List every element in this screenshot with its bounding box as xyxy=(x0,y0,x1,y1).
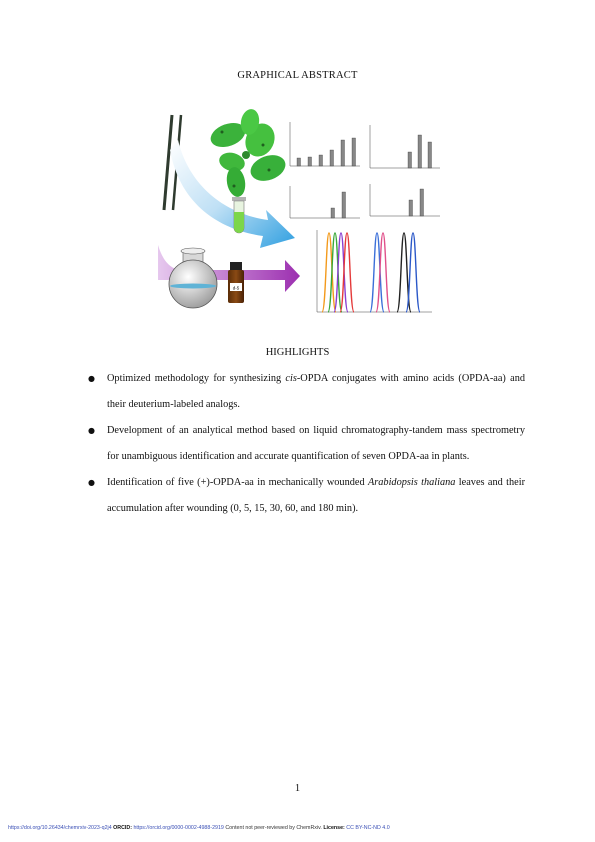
vial-label: d-5 xyxy=(232,285,240,291)
bar-chart-panel-3 xyxy=(290,186,360,218)
round-bottom-flask-icon xyxy=(169,248,217,308)
highlights-list xyxy=(88,366,525,523)
highlight-item: ● Optimized methodology for synthesizing cis-OPDA conjugates with amino acids (OPDA-aa) and their deuterium-labeled analogs. xyxy=(88,366,525,417)
peer-review-note: Content not peer-reviewed by ChemRxiv. xyxy=(225,825,322,831)
highlight-item: ● Development of an analytical method based on liquid chromatography-tandem mass spectrometry for unambiguous identification and accurate quantification of seven OPDA-aa in plants. xyxy=(88,418,525,469)
orcid-label: ORCID: xyxy=(113,825,132,831)
chromatogram-panel xyxy=(317,230,432,312)
bar-chart-panel-2 xyxy=(370,125,440,168)
graphical-abstract-title: GRAPHICAL ABSTRACT xyxy=(237,70,358,81)
license-label: License: xyxy=(323,825,345,831)
doi-link[interactable]: https://doi.org/10.26434/chemrxiv-2023-q2j4 xyxy=(8,825,112,831)
bar-chart-panel-4 xyxy=(370,184,440,216)
license-link[interactable]: CC BY-NC-ND 4.0 xyxy=(346,825,390,831)
highlight-item: ● Identification of five (+)-OPDA-aa in mechanically wounded Arabidopsis thaliana leaves and their accumulation after wounding (0, 5, 15, 30, 60, and 180 min). xyxy=(88,470,525,521)
footer xyxy=(8,825,595,831)
amber-vial-icon xyxy=(228,262,244,303)
arabidopsis-plant-icon xyxy=(207,108,289,199)
highlights-title: HIGHLIGHTS xyxy=(265,347,330,358)
page-number: 1 xyxy=(294,783,301,794)
bullet-icon: ● xyxy=(88,426,95,436)
test-tube-icon xyxy=(232,197,246,233)
bullet-icon: ● xyxy=(88,478,95,488)
bullet-icon: ● xyxy=(88,374,95,383)
orcid-link[interactable]: https://orcid.org/0000-0002-4988-2919 xyxy=(133,825,224,831)
bar-chart-panel-1 xyxy=(290,122,360,166)
graphical-abstract-figure xyxy=(150,100,450,335)
